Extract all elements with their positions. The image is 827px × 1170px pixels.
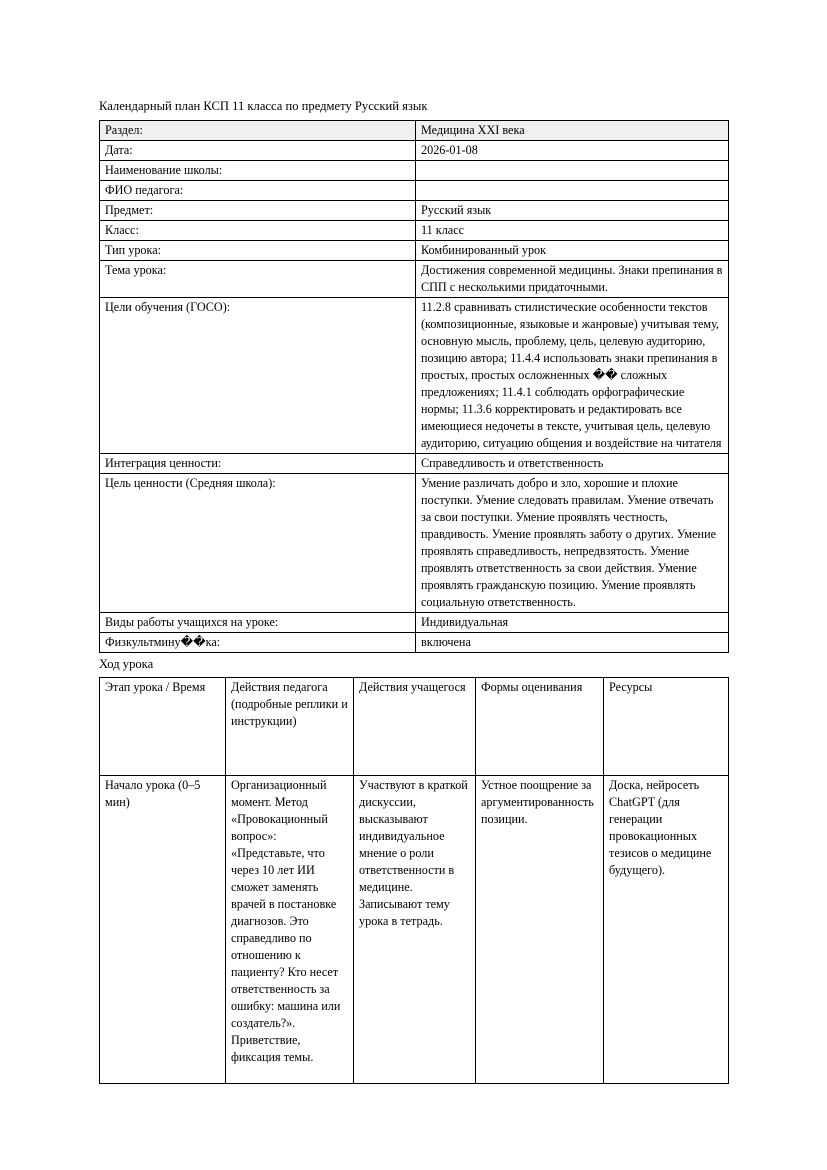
column-header-assessment: Формы оценивания	[476, 678, 604, 776]
info-value-cell	[416, 121, 729, 141]
lesson-flow-body	[100, 776, 729, 1084]
info-value-cell	[416, 201, 729, 221]
info-label-cell	[100, 454, 416, 474]
table-row	[100, 141, 729, 161]
info-label-cell	[100, 298, 416, 454]
info-label-cell	[100, 141, 416, 161]
info-value: Достижения современной медицины. Знаки препинания в СПП с несколькими придаточными.	[421, 263, 726, 294]
info-value: Русский язык	[421, 203, 492, 217]
info-label-cell	[100, 201, 416, 221]
info-label-cell	[100, 221, 416, 241]
info-label: Виды работы учащихся на уроке:	[105, 615, 279, 629]
table-row	[100, 261, 729, 298]
info-value: включена	[421, 635, 471, 649]
info-value-cell	[416, 221, 729, 241]
table-row	[100, 454, 729, 474]
info-value-cell	[416, 141, 729, 161]
cell-stage: Начало урока (0–5 мин)	[100, 776, 226, 1084]
info-label-cell	[100, 633, 416, 653]
table-row	[100, 161, 729, 181]
info-value: Комбинированный урок	[421, 243, 547, 257]
info-label-cell	[100, 474, 416, 613]
info-value: Умение различать добро и зло, хорошие и плохие поступки. Умение следовать правилам. Умение отвечать за свои поступки. Умение проявлять честность, правдивость. Умение проявлять заботу о других. Умение проявлять справедливость, непредвзятость. Умение проявлять ответственность за свои действия. Умение проявлять гражданскую позицию. Умение проявлять социальную ответственность.	[421, 476, 720, 609]
info-value: 2026-01-08	[421, 143, 478, 157]
table-row	[100, 201, 729, 221]
lesson-flow-table	[99, 677, 729, 1084]
info-label: Цель ценности (Средняя школа):	[105, 476, 276, 490]
cell-resources: Доска, нейросеть ChatGPT (для генерации провокационных тезисов о медицине будущего).	[604, 776, 729, 1084]
info-value-cell	[416, 298, 729, 454]
info-label-cell	[100, 261, 416, 298]
info-value	[421, 182, 724, 197]
table-header-row	[100, 678, 729, 776]
table-row	[100, 776, 729, 1084]
info-label-cell	[100, 161, 416, 181]
info-label: Класс:	[105, 223, 139, 237]
table-row	[100, 474, 729, 613]
column-header-teacher-actions: Действия педагога (подробные реплики и инструкции)	[226, 678, 354, 776]
info-value-cell	[416, 241, 729, 261]
info-label: Наименование школы:	[105, 163, 223, 177]
cell-assessment: Устное поощрение за аргументированность позиции.	[476, 776, 604, 1084]
table-row	[100, 298, 729, 454]
info-label-cell	[100, 121, 416, 141]
table-row	[100, 181, 729, 201]
info-value: Медицина XXI века	[421, 123, 525, 137]
info-value-cell	[416, 181, 729, 201]
cell-student-actions: Участвуют в краткой дискуссии, высказывают индивидуальное мнение о роли ответственности в медицине. Записывают тему урока в тетрадь.	[354, 776, 476, 1084]
lesson-info-table	[99, 120, 729, 653]
lesson-flow-heading: Ход урока	[99, 657, 154, 671]
info-label: Дата:	[105, 143, 133, 157]
info-label: Интеграция ценности:	[105, 456, 222, 470]
table-row	[100, 121, 729, 141]
info-value-cell	[416, 474, 729, 613]
info-label-cell	[100, 181, 416, 201]
info-value	[421, 162, 724, 177]
info-value-cell	[416, 161, 729, 181]
info-label: ФИО педагога:	[105, 183, 184, 197]
info-value: 11 класс	[421, 223, 465, 237]
info-value-cell	[416, 454, 729, 474]
table-row	[100, 241, 729, 261]
document-content	[99, 98, 728, 1084]
info-label: Тема урока:	[105, 263, 167, 277]
info-label: Раздел:	[105, 123, 143, 137]
info-label: Физкультмину��ка:	[105, 635, 221, 649]
lesson-info-body	[100, 121, 729, 653]
lesson-flow-head	[100, 678, 729, 776]
page-title: Календарный план КСП 11 класса по предмету Русский язык	[99, 99, 428, 113]
info-value-cell	[416, 261, 729, 298]
column-header-student-actions: Действия учащегося	[354, 678, 476, 776]
info-value-cell	[416, 613, 729, 633]
column-header-resources: Ресурсы	[604, 678, 729, 776]
info-value-cell	[416, 633, 729, 653]
info-label: Цели обучения (ГОСО):	[105, 300, 231, 314]
info-label: Тип урока:	[105, 243, 162, 257]
cell-teacher-actions: Организационный момент. Метод «Провокационный вопрос»: «Представьте, что через 10 лет ИИ сможет заменять врачей в постановке диагнозов. Это справедливо по отношению к пациенту? Кто несет ответственность за ошибку: машина или создатель?». Приветствие, фиксация темы.	[226, 776, 354, 1084]
table-row	[100, 221, 729, 241]
column-header-stage: Этап урока / Время	[100, 678, 226, 776]
table-row	[100, 613, 729, 633]
info-label: Предмет:	[105, 203, 154, 217]
info-label-cell	[100, 613, 416, 633]
table-row	[100, 633, 729, 653]
info-value: Индивидуальная	[421, 615, 509, 629]
info-value: 11.2.8 сравнивать стилистические особенности текстов (композиционные, языковые и жанровые) учитывая тему, основную мысль, проблему, цель, целевую аудиторию, позицию автора; 11.4.4 использовать знаки препинания в простых, простых осложненных �� сложных предложениях; 11.4.1 соблюдать орфографические нормы; 11.3.6 корректировать и редактировать все имеющиеся недочеты в тексте, учитывая цель, целевую аудиторию, ситуацию общения и воздействие на читателя	[421, 300, 723, 450]
info-value: Справедливость и ответственность	[421, 456, 604, 470]
info-label-cell	[100, 241, 416, 261]
